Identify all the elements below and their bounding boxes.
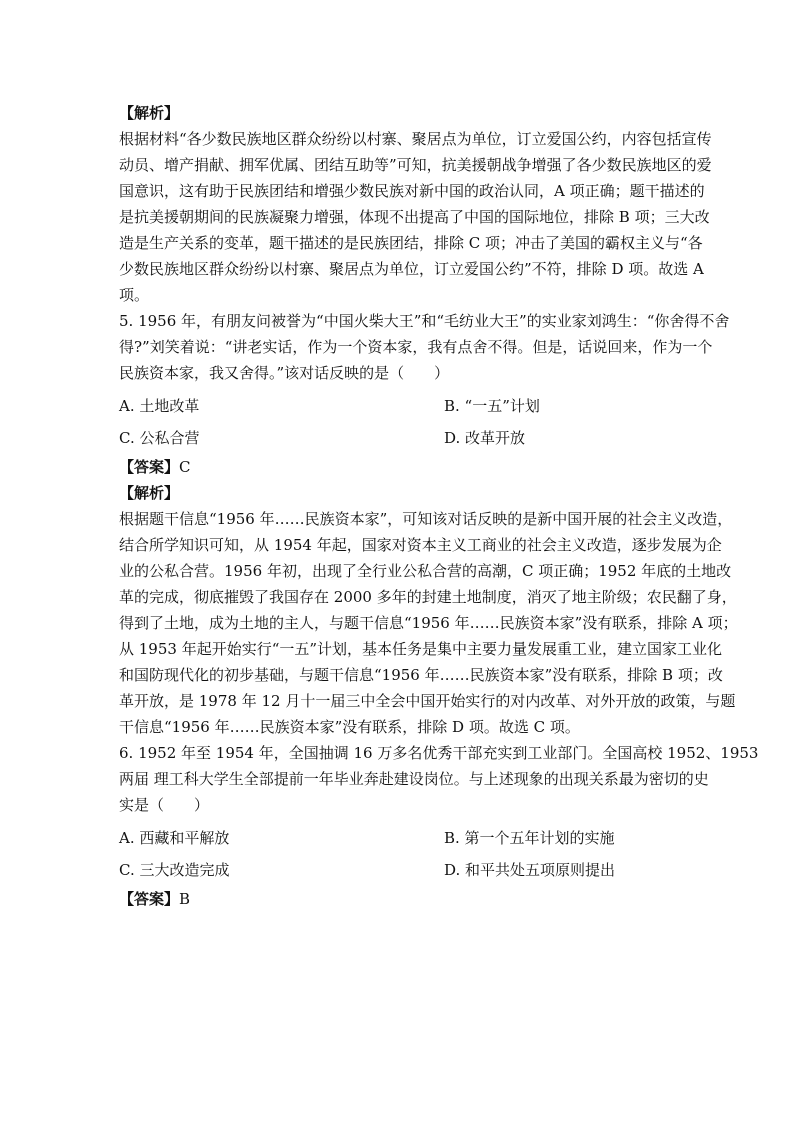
analysis-text-line: 从 1953 年起开始实行“一五”计划，基本任务是集中主要力量发展重工业，建立国家工业化 — [119, 640, 723, 658]
analysis-text-line: 是抗美援朝期间的民族凝聚力增强，体现不出提高了中国的国际地位，排除 B 项；三大改 — [119, 208, 710, 226]
question-6-options-row-2 — [119, 854, 679, 886]
analysis-text-line: 得到了土地，成为土地的主人，与题干信息“1956 年……民族资本家”没有联系，排除 A 项； — [119, 614, 738, 632]
option-a: A. 土地改革 — [119, 397, 200, 415]
analysis-text-line: 业的公私合营。1956 年初，出现了全行业公私合营的高潮，C 项正确；1952 年底的土地改 — [119, 562, 732, 580]
answer-value: B — [179, 890, 191, 908]
option-d: D. 和平共处五项原则提出 — [444, 861, 616, 879]
analysis-label: 【解析】 — [119, 484, 180, 502]
analysis-text-line: 和国防现代化的初步基础，与题干信息“1956 年……民族资本家”没有联系，排除 B 项；改 — [119, 666, 723, 684]
question-6-options-row-1 — [119, 822, 679, 854]
question-6-stem: 6. 1952 年至 1954 年，全国抽调 16 万多名优秀干部充实到工业部门。全国高校 1952、1953 — [119, 744, 759, 762]
analysis-text-line: 革的完成，彻底摧毁了我国存在 2000 多年的封建土地制度，消灭了地主阶级；农民翻了身， — [119, 588, 737, 606]
analysis-text-line: 根据题干信息“1956 年……民族资本家”，可知该对话反映的是新中国开展的社会主义改造， — [119, 510, 733, 528]
option-a: A. 西藏和平解放 — [119, 829, 230, 847]
option-d: D. 改革开放 — [444, 429, 526, 447]
analysis-text-line: 根据材料“各少数民族地区群众纷纷以村寨、聚居点为单位，订立爱国公约，内容包括宣传 — [119, 130, 712, 148]
option-b: B. 第一个五年计划的实施 — [444, 829, 615, 847]
analysis-text-line: 动员、增产捐献、拥军优属、团结互助等”可知，抗美援朝战争增强了各少数民族地区的爱 — [119, 156, 712, 174]
analysis-text-line: 结合所学知识可知，从 1954 年起，国家对资本主义工商业的社会主义改造，逐步发展为企 — [119, 536, 722, 554]
analysis-text-line: 干信息“1956 年……民族资本家”没有联系，排除 D 项。故选 C 项。 — [119, 718, 580, 736]
analysis-text-line: 革开放，是 1978 年 12 月十一届三中全会中国开始实行的对内改革、对外开放的政策，与题 — [119, 692, 736, 710]
answer-label: 【答案】 — [119, 890, 180, 908]
question-6-stem: 实是（ ） — [119, 796, 210, 814]
analysis-text-line: 国意识，这有助于民族团结和增强少数民族对新中国的政治认同，A 项正确；题干描述的 — [119, 182, 705, 200]
question-5-options-row-1 — [119, 390, 679, 422]
option-c: C. 公私合营 — [119, 429, 200, 447]
option-c: C. 三大改造完成 — [119, 861, 230, 879]
document-page — [119, 100, 759, 912]
question-6-answer — [119, 886, 679, 912]
option-b: B. “一五”计划 — [444, 397, 540, 415]
analysis-label: 【解析】 — [119, 104, 180, 122]
question-5-options-row-2 — [119, 422, 679, 454]
analysis-text-line: 少数民族地区群众纷纷以村寨、聚居点为单位，订立爱国公约”不符，排除 D 项。故选 A — [119, 260, 704, 278]
question-5-stem: 得?”刘笑着说：“讲老实话，作为一个资本家，我有点舍不得。但是，话说回来，作为一个 — [119, 338, 713, 356]
question-5-stem: 民族资本家，我又舍得。”该对话反映的是（ ） — [119, 364, 450, 382]
analysis-text-line: 项。 — [119, 286, 150, 304]
question-5-answer — [119, 454, 679, 480]
question-5-stem: 5. 1956 年，有朋友问被誉为“中国火柴大王”和“毛纺业大王”的实业家刘鸿生：“你舍得不舍 — [119, 312, 730, 330]
answer-label: 【答案】 — [119, 458, 180, 476]
analysis-text-line: 造是生产关系的变革，题干描述的是民族团结，排除 C 项；冲击了美国的霸权主义与“各 — [119, 234, 703, 252]
question-6-stem: 两届 理工科大学生全部提前一年毕业奔赴建设岗位。与上述现象的出现关系最为密切的史 — [119, 770, 709, 788]
answer-value: C — [179, 458, 191, 476]
